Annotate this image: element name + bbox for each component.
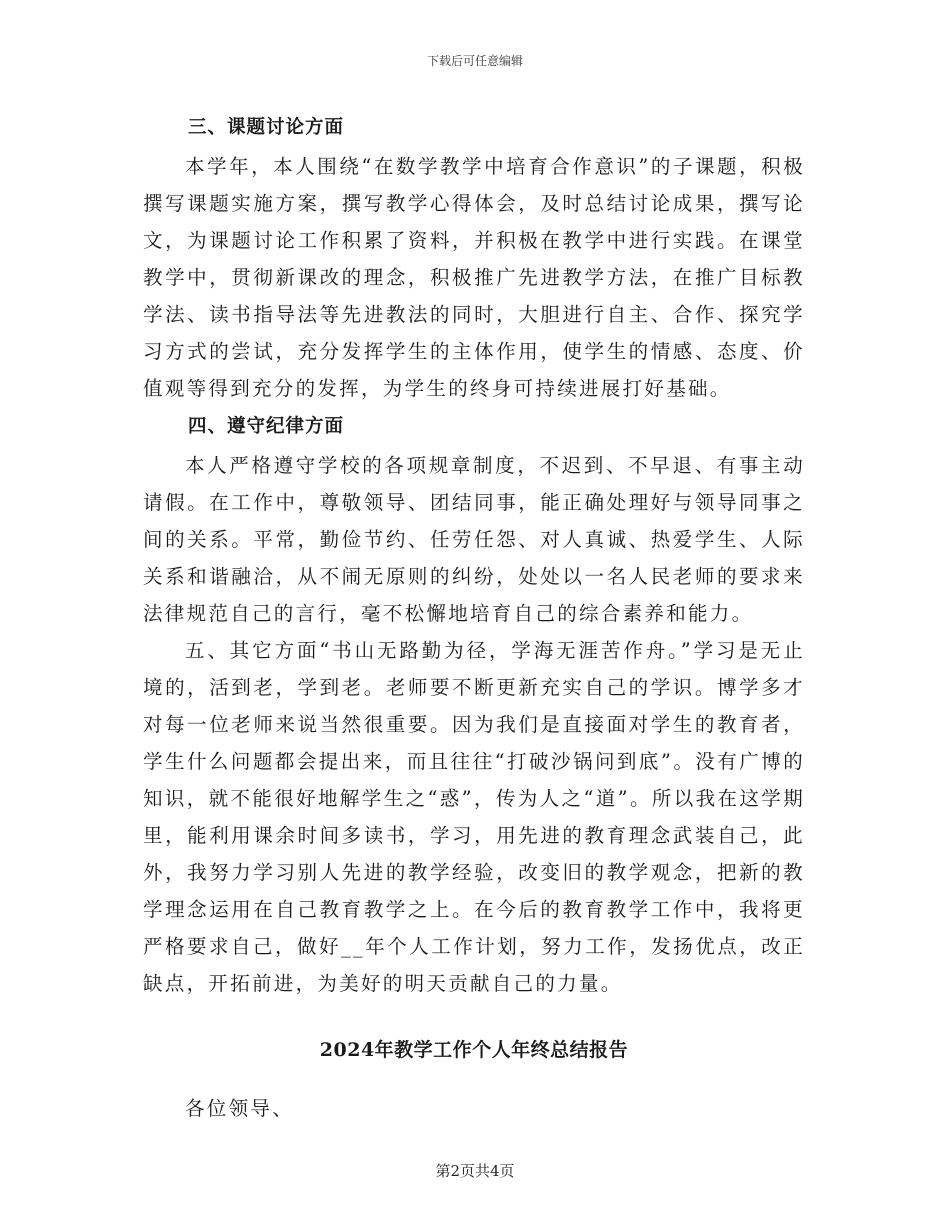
section-3-heading: 三、课题讨论方面 bbox=[188, 117, 345, 138]
salutation: 各位领导、 bbox=[185, 1097, 295, 1120]
section-4-paragraph: 本人严格遵守学校的各项规章制度，不迟到、不早退、有事主动请假。在工作中，尊敬领导、团结同事，能正确处理好与领导同事之间的关系。平常，勤俭节约、任劳任怨、对人真诚、热爱学生、人际关系和谐融洽，从不闹无原则的纠纷，处处以一名人民老师的要求来法律规范自己的言行，毫不松懈地培育自己的综合素养和能力。 bbox=[143, 454, 805, 625]
report-title: 2024年教学工作个人年终总结报告 bbox=[319, 1039, 629, 1061]
section-3-paragraph: 本学年，本人围绕“在数学教学中培育合作意识”的子课题，积极撰写课题实施方案，撰写教学心得体会，及时总结讨论成果，撰写论文，为课题讨论工作积累了资料，并积极在教学中进行实践。在课堂教学中，贯彻新课改的理念，积极推广先进教学方法，在推广目标教学法、读书指导法等先进教法的同时，大胆进行自主、合作、探究学习方式的尝试，充分发挥学生的主体作用，使学生的情感、态度、价值观等得到充分的发挥，为学生的终身可持续进展打好基础。 bbox=[143, 155, 805, 400]
section-4-heading: 四、遵守纪律方面 bbox=[188, 416, 345, 437]
section-5-paragraph: 五、其它方面“书山无路勤为径，学海无涯苦作舟。”学习是无止境的，活到老，学到老。老师要不断更新充实自己的学识。博学多才对每一位老师来说当然很重要。因为我们是直接面对学生的教育者，学生什么问题都会提出来，而且往往“打破沙锅问到底”。没有广博的知识，就不能很好地解学生之“惑”，传为人之“道”。所以我在这学期里，能利用课余时间多读书，学习，用先进的教育理念武装自己，此外，我努力学习别人先进的教学经验，改变旧的教学观念，把新的教学理念运用在自己教育教学之上。在今后的教育教学工作中，我将更严格要求自己，做好__年个人工作计划，努力工作，发扬优点，改正缺点，开拓前进，为美好的明天贡献自己的力量。 bbox=[143, 639, 805, 995]
page-number-footer: 第2页共4页 bbox=[435, 1162, 515, 1180]
page-header-note: 下载后可任意编辑 bbox=[426, 54, 523, 68]
document-body bbox=[143, 108, 805, 1127]
